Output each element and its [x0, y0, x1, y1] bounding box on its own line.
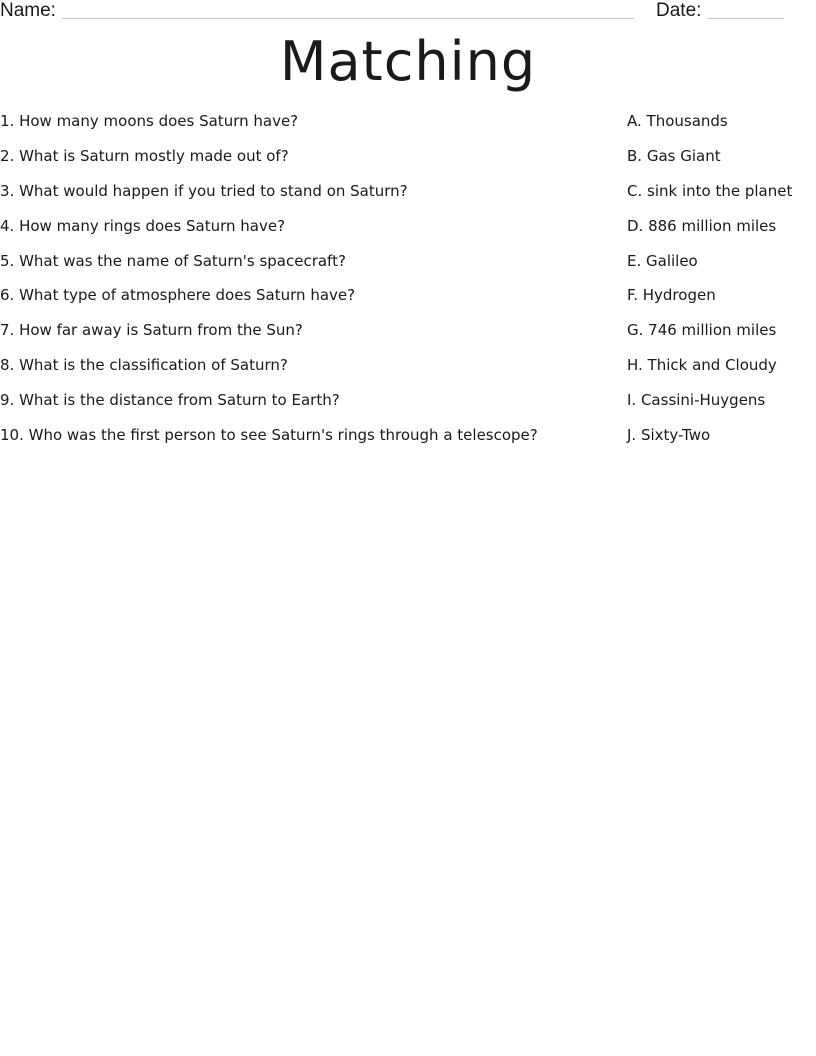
name-label: Name:: [0, 0, 56, 21]
question-item: 4. How many rings does Saturn have?: [0, 216, 286, 235]
answer-list: [627, 111, 792, 460]
answer-item: I. Cassini-Huygens: [627, 391, 766, 410]
date-label: Date:: [656, 0, 702, 21]
question-item: 10. Who was the first person to see Saturn's rings through a telescope?: [0, 426, 538, 445]
question-item: 2. What is Saturn mostly made out of?: [0, 146, 289, 165]
answer-item: H. Thick and Cloudy: [627, 356, 777, 375]
question-item: 3. What would happen if you tried to stand on Saturn?: [0, 181, 408, 200]
answer-item: F. Hydrogen: [627, 286, 716, 305]
question-item: 8. What is the classification of Saturn?: [0, 356, 288, 375]
question-item: 6. What type of atmosphere does Saturn have?: [0, 286, 356, 305]
answer-item: J. Sixty-Two: [627, 426, 711, 445]
question-list: [0, 111, 538, 460]
answer-item: A. Thousands: [627, 112, 728, 130]
answer-item: E. Galileo: [627, 251, 698, 270]
question-item: 7. How far away is Saturn from the Sun?: [0, 321, 303, 340]
question-item: 5. What was the name of Saturn's spacecraft?: [0, 251, 346, 270]
page-title: Matching: [279, 30, 537, 93]
answer-item: G. 746 million miles: [627, 321, 777, 340]
question-item: 9. What is the distance from Saturn to Earth?: [0, 391, 340, 410]
date-blank-line: [708, 18, 784, 19]
name-blank-line: [62, 18, 634, 19]
answer-item: D. 886 million miles: [627, 216, 777, 235]
worksheet-header: [0, 0, 816, 22]
answer-item: B. Gas Giant: [627, 146, 721, 165]
answer-item: C. sink into the planet: [627, 181, 793, 200]
question-item: 1. How many moons does Saturn have?: [0, 112, 299, 130]
